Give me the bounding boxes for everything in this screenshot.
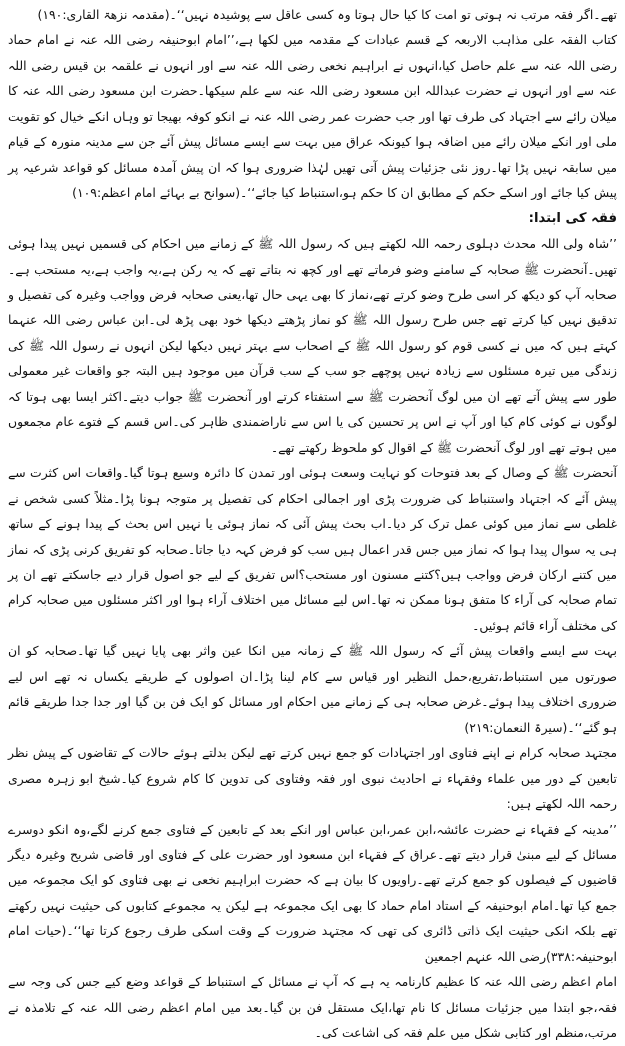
paragraph-4: آنحضرت ﷺ کے وصال کے بعد فتوحات کو نہایت وسعت ہوئی اور تمدن کا دائرہ وسیع ہوتا گیا۔واقعات اس کثرت سے پیش آئے کہ اجتہاد واستنباط کی ضرورت پڑی اور اجمالی احکام کی تفصیل پر متوجہ ہونا پڑا۔مثلاً کسی شخص نے غلطی سے نماز میں کوئی عمل ترک کر دیا۔اب بحث پیش آئی کہ نماز ہوئی یا نہیں اس بحث کے پیدا ہونے کے ساتھ ہی یہ سوال پیدا ہوا کہ نماز میں جس قدر اعمال ہیں سب کو فرض کہہ دیا جاتا۔صحابہ کو تفریق کرنی پڑی کہ نماز میں کتنے ارکان فرض وواجب ہیں؟کتنے مسنون اور مستحب؟اس تفریق کے لیے جو اصول قرار دیے جاسکتے تھے ان پر تمام صحابہ کی آراء کا متفق ہونا ممکن نہ تھا۔اس لیے مسائل میں اختلاف آراء ہوا اور اکثر مسئلوں میں صحابہ کرام کی مختلف آراء قائم ہوئیں۔ xyxy=(8,465,617,633)
section-heading: فقہ کی ابتدا: xyxy=(528,210,617,226)
paragraph-1: تھے۔اگر فقہ مرتب نہ ہوتی تو امت کا کیا حال ہوتا وہ کسی عاقل سے پوشیدہ نہیں‘‘۔(مقدمہ نزھۃ القاری:۱۹۰) xyxy=(37,7,617,22)
paragraph-3: ’’شاہ ولی اللہ محدث دہلوی رحمہ اللہ لکھتے ہیں کہ رسول اللہ ﷺ کے زمانے میں احکام کی قسمیں نہیں پیدا ہوئی تھیں۔آنحضرت ﷺ صحابہ کے سامنے وضو فرماتے تھے اور کچھ نہ بتاتے تھے کہ یہ رکن ہے،یہ واجب ہے،یہ مستحب ہے۔صحابہ آپ کو دیکھ کر اسی طرح وضو کرتے تھے،نماز کا بھی یہی حال تھا،یعنی صحابہ فرض وواجب وغیرہ کی تفصیل و تدقیق نہیں کیا کرتے تھے جس طرح رسول اللہ ﷺ کو نماز پڑھتے دیکھا خود بھی پڑھ لی۔ابن عباس رضی اللہ عنہما کہتے ہیں کہ میں نے کسی قوم کو رسول اللہ ﷺ کے اصحاب سے بہتر نہیں دیکھا لیکن انہوں نے رسول اللہ ﷺ کی زندگی میں تیرہ مسئلوں سے زیادہ نہیں پوچھے جو سب کے سب قرآن میں موجود ہیں البتہ جو واقعات غیر معمولی طور سے پیش آتے تھے ان میں لوگ آنحضرت ﷺ سے استفتاء کرتے اور آنحضرت ﷺ جواب دیتے۔اکثر ایسا بھی ہوتا کہ لوگوں نے کوئی کام کیا اور آپ نے اس پر تحسین کی یا اس سے ناراضمندی ظاہر کی۔اس قسم کے فتوے عام مجمعوں میں ہوتے تھے اور لوگ آنحضرت ﷺ کے اقوال کو ملحوظ رکھتے تھے۔ xyxy=(8,236,617,455)
paragraph-6: مجتہد صحابہ کرام نے اپنے فتاوی اور اجتہادات کو جمع نہیں کرتے تھے لیکن بدلتے ہوئے حالات کے تقاضوں کے پیش نظر تابعین کے دور میں علماء وفقہاء نے احادیث نبوی اور فقہ وفتاوی کی تدوین کا کام شروع کیا۔شیخ ابو زہرہ مصری رحمہ اللہ لکھتے ہیں: xyxy=(8,745,617,812)
paragraph-2: کتاب الفقہ علی مذاہب الاربعہ کے قسم عبادات کے مقدمہ میں لکھا ہے،’’امام ابوحنیفہ رضی اللہ عنہ نے امام حماد رضی اللہ عنہ سے علم حاصل کیا،انہوں نے ابراہیم نخعی رضی اللہ عنہ سے اور انہوں نے علقمہ بن قیس رضی اللہ عنہ سے اور انہوں نے حضرت عبداللہ ابن مسعود رضی اللہ عنہ سے علم سیکھا۔حضرت ابن مسعود رضی اللہ عنہ کا میلان رائے سے اجتہاد کی طرف تھا اور جب حضرت عمر رضی اللہ عنہ نے انکو کوفہ بھیجا تو وہاں انکے خیال کو تقویت ملی اور انکے میلان رائے میں اضافہ ہوا کیونکہ عراق میں بہت سے ایسے مسائل پیش آئے جن سے مدینہ منورہ کے قیام میں سابقہ نہیں پڑا تھا۔روز نئی جزئیات پیش آتی تھیں لہٰذا ضروری ہوا کہ ان پیش آمدہ مسائل کو قواعد شرعیہ پر پیش کیا جائے اور اسکے حکم کے مطابق ان کا حکم ہو،استنباط کیا جائے‘‘۔(سوانح بے بہائے امام اعظم:۱۰۹) xyxy=(8,32,617,201)
paragraph-8: امام اعظم رضی اللہ عنہ کا عظیم کارنامہ یہ ہے کہ آپ نے مسائل کے استنباط کے قواعد وضع کیے جس کی وجہ سے فقہ،جو ابتدا میں جزئیات مسائل کا نام تھا،ایک مستقل فن بن گیا۔بعد میں امام اعظم رضی اللہ عنہ کے تلامذہ نے مرتب،منظم اور کتابی شکل میں علم فقہ کی اشاعت کی۔ xyxy=(8,974,617,1041)
paragraph-5: بہت سے ایسے واقعات پیش آئے کہ رسول اللہ ﷺ کے زمانہ میں انکا عین واثر بھی پایا نہیں گیا تھا۔صحابہ کو ان صورتوں میں استنباط،تفریع،حمل النظیر اور قیاس سے کام لینا پڑا۔ان اصولوں کے طریقے یکساں نہ تھے اس لیے ضروری اختلاف پیدا ہوئے۔غرض صحابہ ہی کے زمانے میں احکام اور مسائل کو ایک فن بن گیا اور جدا جدا طریقے قائم ہو گئے‘‘۔(سیرۃ النعمان:۲۱۹) xyxy=(8,643,617,735)
paragraph-7: ’’مدینہ کے فقہاء نے حضرت عائشہ،ابن عمر،ابن عباس اور انکے بعد کے تابعین کے فتاوی جمع کرنے لگے،وہ انکو دوسرے مسائل کے لیے مبنیٰ قرار دیتے تھے۔عراق کے فقہاء ابن مسعود اور حضرت علی کے فتاوی اور قاضی شریح وغیرہ دیگر قاضیوں کے فیصلوں کو جمع کرتے تھے۔راویوں کا بیان ہے کہ حضرت ابراہیم نخعی نے بھی فتاوی کو ایک مجموعہ میں جمع کیا تھا۔امام ابوحنیفہ کے استاد امام حماد کا بھی ایک مجموعہ ہے لیکن یہ مجموعے کتابوں کی حیثیت نہیں رکھتے تھے بلکہ انکی حیثیت ایک ذاتی ڈائری کی تھی کہ مجتہد ضرورت کے وقت اسکی طرف رجوع کرتا تھا‘‘۔(حیات امام ابوحنیفہ:۳۳۸)رضی اللہ عنہم اجمعین xyxy=(8,821,617,964)
